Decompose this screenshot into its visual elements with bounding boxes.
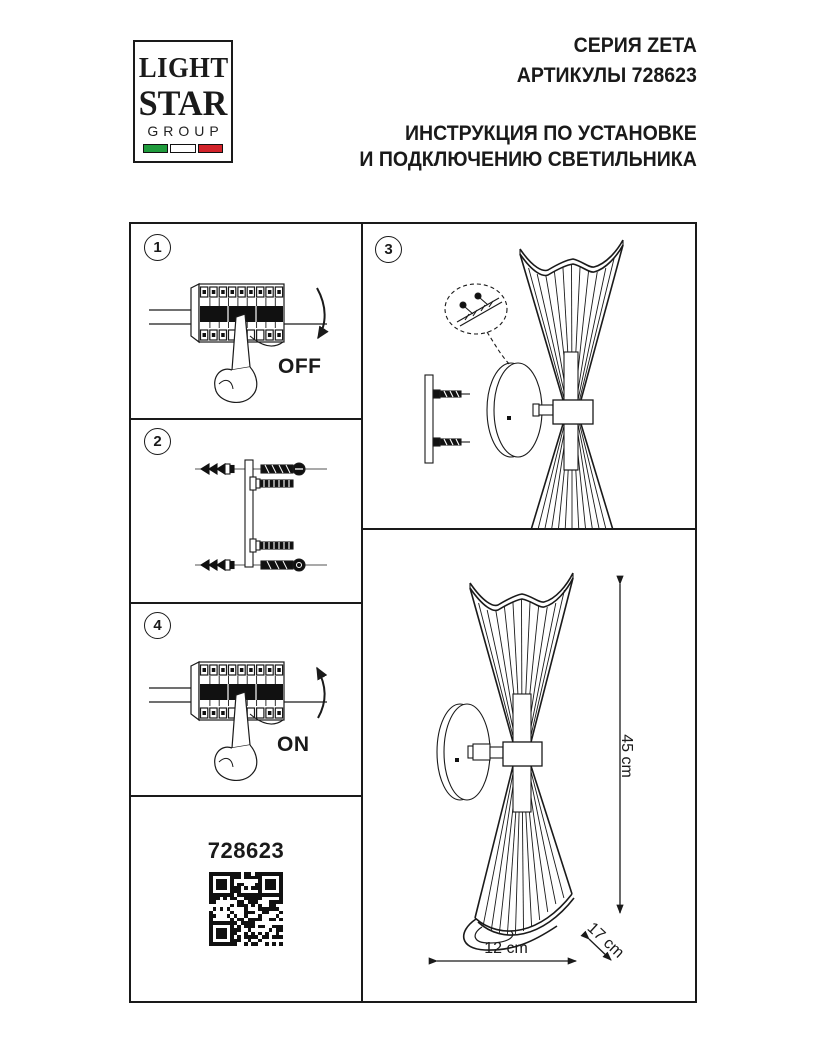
step-panel-1 [131,224,361,418]
lightstar-logo [133,40,233,163]
dimensions-panel [361,528,695,1001]
arrow-down-icon [317,288,325,338]
step-panel-3 [361,224,695,528]
logo-italian-flag [143,144,223,153]
step-2-number: 2 [153,433,162,450]
title-articles: АРТИКУЛЫ 728623 [516,64,697,87]
step-panel-2 [131,418,361,602]
article-panel [131,795,361,1001]
logo-word-star: STAR [138,83,228,123]
breaker-on-illustration [131,602,361,795]
breaker-off-illustration [131,224,361,418]
lamp-assembly-illustration [361,224,695,528]
step-4-number: 4 [153,617,162,634]
flag-segment-green [143,144,168,153]
mounting-hardware-illustration [131,418,361,602]
terminal-detail [457,293,502,326]
arrow-up-icon [317,668,325,718]
instruction-grid [129,222,697,1003]
header-title-block [360,31,697,173]
lamp-dimensions-illustration [361,528,695,1001]
title-instruction-1: ИНСТРУКЦИЯ ПО УСТАНОВКЕ [405,122,697,145]
step-panel-4 [131,602,361,795]
off-label: OFF [278,355,322,378]
title-series: СЕРИЯ ZETA [573,34,697,57]
logo-word-light: LIGHT [138,52,229,84]
flag-segment-white [170,144,195,153]
dim-height-label: 45 cm [618,734,635,778]
step-3-number: 3 [384,241,393,258]
dim-width-label: 12 cm [484,940,528,957]
title-instruction-2: И ПОДКЛЮЧЕНИЮ СВЕТИЛЬНИКА [359,148,697,171]
qr-code [209,872,283,946]
logo-word-group: GROUP [147,123,224,139]
dim-depth-label: 17 cm [583,919,628,962]
on-label: ON [277,733,310,756]
flag-segment-red [198,144,223,153]
article-code: 728623 [207,838,285,863]
step-1-number: 1 [153,239,162,256]
